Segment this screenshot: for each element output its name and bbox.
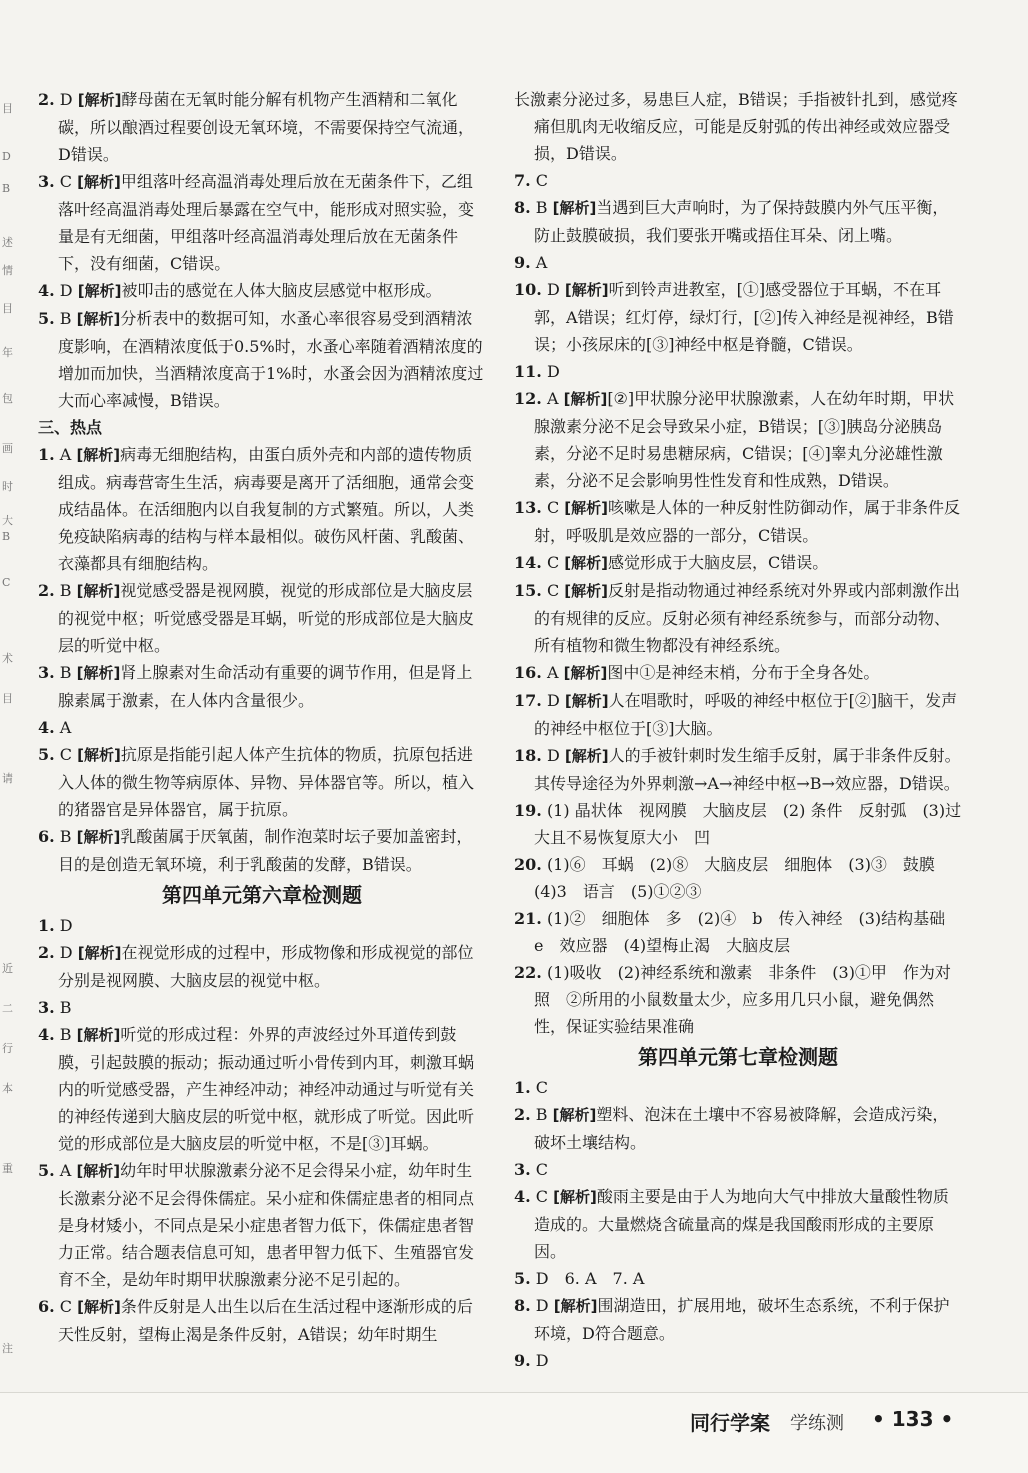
answer-entry: [38, 577, 486, 659]
explanation-text: (1)② 细胞体 多 (2)④ b 传入神经 (3)结构基础 e 效应器 (4)望梅止渴 大脑皮层: [534, 909, 962, 955]
answer-entry: [514, 194, 962, 249]
question-number: 6.: [38, 1297, 55, 1316]
question-number: 8.: [514, 198, 531, 217]
question-number: 8.: [514, 1296, 531, 1315]
explanation-text: 听到铃声进教室，[①]感受器位于耳蜗，不在耳郭，A错误；红灯停，绿灯行，[②]传入神经是视神经，B错误；小孩尿床的[③]神经中枢是脊髓，C错误。: [534, 280, 954, 354]
analysis-tag: [解析]: [563, 664, 608, 682]
answer-letter: A: [59, 1161, 72, 1180]
right-column: [514, 86, 962, 1374]
answer-entry: [514, 742, 962, 797]
question-number: 15.: [514, 581, 542, 600]
answer-letter: D: [59, 281, 73, 300]
answer-entry: [514, 167, 962, 194]
answer-entry: [514, 1292, 962, 1347]
answer-entry: [514, 249, 962, 276]
explanation-text: 酸雨主要是由于人为地向大气中排放大量酸性物质造成的。大量燃烧含硫量高的煤是我国酸雨形成的主要原因。: [534, 1187, 949, 1261]
question-number: 6.: [38, 827, 55, 846]
explanation-text: 条件反射是人出生以后在生活过程中逐渐形成的后天性反射，望梅止渴是条件反射，A错误；幼年时期生: [58, 1297, 473, 1344]
question-number: 4.: [38, 1025, 55, 1044]
analysis-tag: [解析]: [552, 1106, 597, 1124]
gutter-char: 本: [2, 1082, 13, 1095]
answer-letter: D: [546, 691, 560, 710]
answer-letter: D: [59, 90, 73, 109]
answer-entry: [514, 86, 962, 167]
explanation-text: 感觉形成于大脑皮层，C错误。: [608, 553, 829, 572]
answer-letter: D: [59, 943, 73, 962]
answer-entry: [514, 358, 962, 385]
gutter-char: 请: [2, 772, 13, 785]
answer-entry: [38, 741, 486, 823]
answer-letter: C: [59, 745, 73, 764]
chapter-title: 第四单元第七章检测题: [638, 1045, 838, 1069]
answer-letter: C: [546, 553, 560, 572]
question-number: 11.: [514, 362, 542, 381]
answer-entry: [514, 1347, 962, 1374]
analysis-tag: [解析]: [77, 173, 121, 191]
answer-entry: [38, 994, 486, 1021]
answer-letter: D: [546, 746, 560, 765]
analysis-tag: [解析]: [563, 390, 608, 408]
analysis-tag: [解析]: [564, 692, 609, 710]
gutter-char: 情: [2, 264, 13, 277]
answer-letter: C: [59, 1297, 73, 1316]
gutter-char: 近: [2, 962, 13, 975]
question-number: 2.: [514, 1105, 531, 1124]
gutter-char: 注: [2, 1342, 13, 1355]
analysis-tag: [解析]: [76, 446, 121, 464]
answer-letter: A: [546, 389, 559, 408]
question-number: 3.: [514, 1160, 531, 1179]
answer-letter: B: [59, 827, 72, 846]
gutter-char: B: [2, 182, 11, 195]
answer-entry: [514, 549, 962, 577]
question-number: 16.: [514, 663, 542, 682]
analysis-tag: [解析]: [553, 1297, 598, 1315]
explanation-text: (1)⑥ 耳蜗 (2)⑧ 大脑皮层 细胞体 (3)③ 鼓膜 (4)3 语言 (5)①②③: [534, 855, 951, 901]
explanation-text: 乳酸菌属于厌氧菌，制作泡菜时坛子要加盖密封，目的是创造无氧环境，利于乳酸菌的发酵，B错误。: [58, 827, 473, 874]
answer-letter: B: [59, 1025, 72, 1044]
page-footer: [0, 1392, 1028, 1473]
analysis-tag: [解析]: [552, 199, 597, 217]
analysis-tag: [解析]: [77, 282, 122, 300]
explanation-text: 咳嗽是人体的一种反射性防御动作，属于非条件反射，呼吸肌是效应器的一部分，C错误。: [534, 498, 961, 545]
analysis-tag: [解析]: [76, 828, 121, 846]
gutter-char: 目: [2, 692, 13, 705]
answer-entry: [514, 1183, 962, 1265]
answer-entry: [514, 905, 962, 959]
binding-gutter: [0, 0, 16, 1400]
answer-letter: B: [59, 581, 72, 600]
analysis-tag: [解析]: [76, 664, 121, 682]
gutter-char: 大: [2, 514, 13, 527]
section-heading: 三、热点: [38, 418, 103, 437]
answer-letter: A: [535, 253, 548, 272]
answer-entry: [38, 912, 486, 939]
answer-entry: [38, 714, 486, 741]
answer-letter: A: [59, 445, 72, 464]
question-number: 3.: [38, 998, 55, 1017]
gutter-char: D: [2, 150, 11, 163]
answer-letter: B: [535, 198, 548, 217]
gutter-char: 二: [2, 1002, 13, 1015]
answer-letter: C: [546, 498, 560, 517]
answer-entry: [38, 1021, 486, 1157]
question-number: 1.: [514, 1078, 531, 1097]
explanation-text: 塑料、泡沫在土壤中不容易被降解，会造成污染，破坏土壤结构。: [534, 1105, 949, 1152]
gutter-char: C: [2, 576, 11, 589]
answer-letter: D: [535, 1351, 549, 1370]
question-number: 2.: [38, 581, 55, 600]
gutter-char: 行: [2, 1042, 13, 1055]
footer-subtitle: 学练测: [790, 1413, 844, 1434]
gutter-char: 目: [2, 102, 13, 115]
analysis-tag: [解析]: [553, 1188, 597, 1206]
analysis-tag: [解析]: [564, 554, 608, 572]
answer-entry: [514, 385, 962, 494]
explanation-text: 病毒无细胞结构，由蛋白质外壳和内部的遗传物质组成。病毒营寄生生活，病毒要是离开了活细胞，通常会变成结晶体。在活细胞内以自我复制的方式繁殖。所以，人类免疫缺陷病毒的结构与样本最相似。破伤风杆菌、乳酸菌、衣藻都具有细胞结构。: [58, 445, 475, 573]
gutter-char: 包: [2, 392, 13, 405]
answer-entry: [514, 494, 962, 549]
gutter-char: 述: [2, 236, 13, 249]
analysis-tag: [解析]: [76, 582, 121, 600]
question-number: 12.: [514, 389, 542, 408]
question-number: 4.: [38, 718, 55, 737]
analysis-tag: [解析]: [77, 1298, 121, 1316]
explanation-text: 反射是指动物通过神经系统对外界或内部刺激作出的有规律的反应。反射必须有神经系统参与，而部分动物、所有植物和微生物都没有神经系统。: [534, 581, 961, 655]
answer-entry: [514, 577, 962, 659]
answer-letter: C: [535, 171, 549, 190]
gutter-char: B: [2, 530, 11, 543]
question-number: 5.: [38, 309, 55, 328]
explanation-text: 被叩击的感觉在人体大脑皮层感觉中枢形成。: [121, 281, 442, 300]
explanation-text: 围湖造田，扩展用地，破坏生态系统，不利于保护环境，D符合题意。: [534, 1296, 950, 1343]
answer-letter: A: [59, 718, 72, 737]
question-number: 21.: [514, 909, 542, 928]
chapter-title: 第四单元第六章检测题: [162, 883, 362, 907]
answer-letter: B: [535, 1105, 548, 1124]
analysis-tag: [解析]: [77, 944, 122, 962]
question-number: 3.: [38, 172, 55, 191]
analysis-tag: [解析]: [564, 747, 609, 765]
question-number: 2.: [38, 90, 55, 109]
explanation-text: 人在唱歌时，呼吸的神经中枢位于[②]脑干，发声的神经中枢位于[③]大脑。: [534, 691, 958, 738]
answer-letter: C: [59, 172, 73, 191]
analysis-tag: [解析]: [564, 281, 609, 299]
explanation-text: 人的手被针刺时发生缩手反射，属于非条件反射。其传导途径为外界刺激→A→神经中枢→B→效应器，D错误。: [534, 746, 961, 793]
gutter-char: 重: [2, 1162, 13, 1175]
explanation-text: 甲组落叶经高温消毒处理后放在无菌条件下，乙组落叶经高温消毒处理后暴露在空气中，能形成对照实验，变量是有无细菌，甲组落叶经高温消毒处理后放在无菌条件下，没有细菌，C错误。: [58, 172, 475, 273]
answer-entry: [38, 305, 486, 414]
explanation-text: 幼年时甲状腺激素分泌不足会得呆小症，幼年时生长激素分泌不足会得侏儒症。呆小症和侏儒症患者的相同点是身材矮小，不同点是呆小症患者智力低下，侏儒症患者智力正常。结合题表信息可知，患者甲智力低下、生殖器官发育不全，是幼年时期甲状腺激素分泌不足引起的。: [58, 1161, 475, 1289]
analysis-tag: [解析]: [564, 582, 608, 600]
explanation-text: 肾上腺素对生命活动有重要的调节作用，但是肾上腺素属于激素，在人体内含量很少。: [58, 663, 473, 710]
gutter-char: 年: [2, 346, 13, 359]
answer-entry: [38, 823, 486, 878]
question-number: 5.: [514, 1269, 531, 1288]
analysis-tag: [解析]: [76, 1162, 121, 1180]
explanation-text: 视觉感受器是视网膜，视觉的形成部位是大脑皮层的视觉中枢；听觉感受器是耳蜗，听觉的形成部位是大脑皮层的听觉中枢。: [58, 581, 475, 655]
answer-entry: [514, 797, 962, 851]
question-number: 5.: [38, 745, 55, 764]
analysis-tag: [解析]: [76, 310, 121, 328]
answer-entry: [38, 659, 486, 714]
footer-brand: 同行学案: [690, 1411, 770, 1435]
analysis-tag: [解析]: [77, 91, 122, 109]
explanation-text: (1)吸收 (2)神经系统和激素 非条件 (3)①甲 作为对照 ②所用的小鼠数量太少，应多用几只小鼠，避免偶然性，保证实验结果准确: [534, 963, 951, 1036]
page-number: • 133 •: [872, 1407, 954, 1431]
answer-entry: [38, 86, 486, 168]
answer-letter: D: [59, 916, 73, 935]
answer-letter: D: [546, 362, 560, 381]
answer-entry: [514, 959, 962, 1040]
answer-letter: B: [59, 998, 72, 1017]
answer-entry: [514, 1156, 962, 1183]
explanation-text: 分析表中的数据可知，水蚤心率很容易受到酒精浓度影响，在酒精浓度低于0.5%时，水蚤心率随着酒精浓度的增加而加快，当酒精浓度高于1%时，水蚤会因为酒精浓度过大而心率减慢，B错误。: [58, 309, 484, 410]
answer-entry: [38, 1157, 486, 1293]
explanation-text: 在视觉形成的过程中，形成物像和形成视觉的部位分别是视网膜、大脑皮层的视觉中枢。: [58, 943, 474, 990]
answer-letter: A: [546, 663, 559, 682]
question-number: 3.: [38, 663, 55, 682]
explanation-text: 图中①是神经末梢，分布于全身各处。: [607, 663, 880, 682]
explanation-text: 长激素分泌过多，易患巨人症，B错误；手指被针扎到，感觉疼痛但肌肉无收缩反应，可能是反射弧的传出神经或效应器受损，D错误。: [514, 90, 958, 163]
explanation-text: 当遇到巨大声响时，为了保持鼓膜内外气压平衡，防止鼓膜破损，我们要张开嘴或捂住耳朵、闭上嘴。: [534, 198, 949, 245]
gutter-char: 目: [2, 302, 13, 315]
question-number: 17.: [514, 691, 542, 710]
answer-entry: [514, 1265, 962, 1292]
explanation-text: [②]甲状腺分泌甲状腺激素，人在幼年时期，甲状腺激素分泌不足会导致呆小症，B错误；[③]胰岛分泌胰岛素，分泌不足时易患糖尿病，C错误；[④]睾丸分泌雄性激素，分泌不足会影响男性性发育和性成熟，D错误。: [534, 389, 955, 490]
question-number: 13.: [514, 498, 542, 517]
answer-letter: D: [546, 280, 560, 299]
question-number: 9.: [514, 1351, 531, 1370]
question-number: 4.: [38, 281, 55, 300]
answer-letter: B: [59, 663, 72, 682]
explanation-text: 酵母菌在无氧时能分解有机物产生酒精和二氧化碳，所以酿酒过程要创设无氧环境，不需要保持空气流通，D错误。: [58, 90, 475, 164]
answer-entry: [38, 277, 486, 305]
answer-letter: D: [535, 1296, 549, 1315]
answer-entry: [38, 1293, 486, 1348]
question-number: 19.: [514, 801, 542, 820]
analysis-tag: [解析]: [77, 746, 121, 764]
answer-entry: [514, 1074, 962, 1101]
question-number: 5.: [38, 1161, 55, 1180]
question-number: 18.: [514, 746, 542, 765]
question-number: 7.: [514, 171, 531, 190]
answer-entry: [38, 168, 486, 277]
answer-letter: C: [546, 581, 560, 600]
gutter-char: 术: [2, 652, 13, 665]
question-number: 1.: [38, 916, 55, 935]
question-number: 2.: [38, 943, 55, 962]
left-column: [38, 86, 486, 1348]
answer-letter: C: [535, 1078, 549, 1097]
gutter-char: 画: [2, 442, 13, 455]
question-number: 4.: [514, 1187, 531, 1206]
answer-letter: C: [535, 1160, 549, 1179]
answer-entry: [38, 939, 486, 994]
answer-letter: D 6. A 7. A: [535, 1269, 645, 1288]
explanation-text: 抗原是指能引起人体产生抗体的物质，抗原包括进入人体的微生物等病原体、异物、异体器官等。所以，植入的猪器官是异体器官，属于抗原。: [58, 745, 475, 819]
explanation-text: (1) 晶状体 视网膜 大脑皮层 (2) 条件 反射弧 (3)过大且不易恢复原大小 凹: [534, 801, 962, 847]
gutter-char: 时: [2, 480, 13, 493]
question-number: 10.: [514, 280, 542, 299]
answer-entry: [514, 276, 962, 358]
answer-entry: [514, 687, 962, 742]
question-number: 22.: [514, 963, 542, 982]
answer-entry: [514, 1101, 962, 1156]
question-number: 20.: [514, 855, 542, 874]
answer-entry: [38, 441, 486, 577]
answer-entry: [514, 659, 962, 687]
answer-letter: C: [535, 1187, 549, 1206]
question-number: 14.: [514, 553, 542, 572]
question-number: 1.: [38, 445, 55, 464]
analysis-tag: [解析]: [76, 1026, 121, 1044]
answer-letter: B: [59, 309, 72, 328]
answer-entry: [514, 851, 962, 905]
question-number: 9.: [514, 253, 531, 272]
explanation-text: 听觉的形成过程：外界的声波经过外耳道传到鼓膜，引起鼓膜的振动；振动通过听小骨传到内耳，刺激耳蜗内的听觉感受器，产生神经冲动；神经冲动通过与听觉有关的神经传递到大脑皮层的听觉中枢，就形成了听觉。因此听觉的形成部位是大脑皮层的听觉中枢，不是[③]耳蜗。: [58, 1025, 475, 1153]
analysis-tag: [解析]: [564, 499, 608, 517]
